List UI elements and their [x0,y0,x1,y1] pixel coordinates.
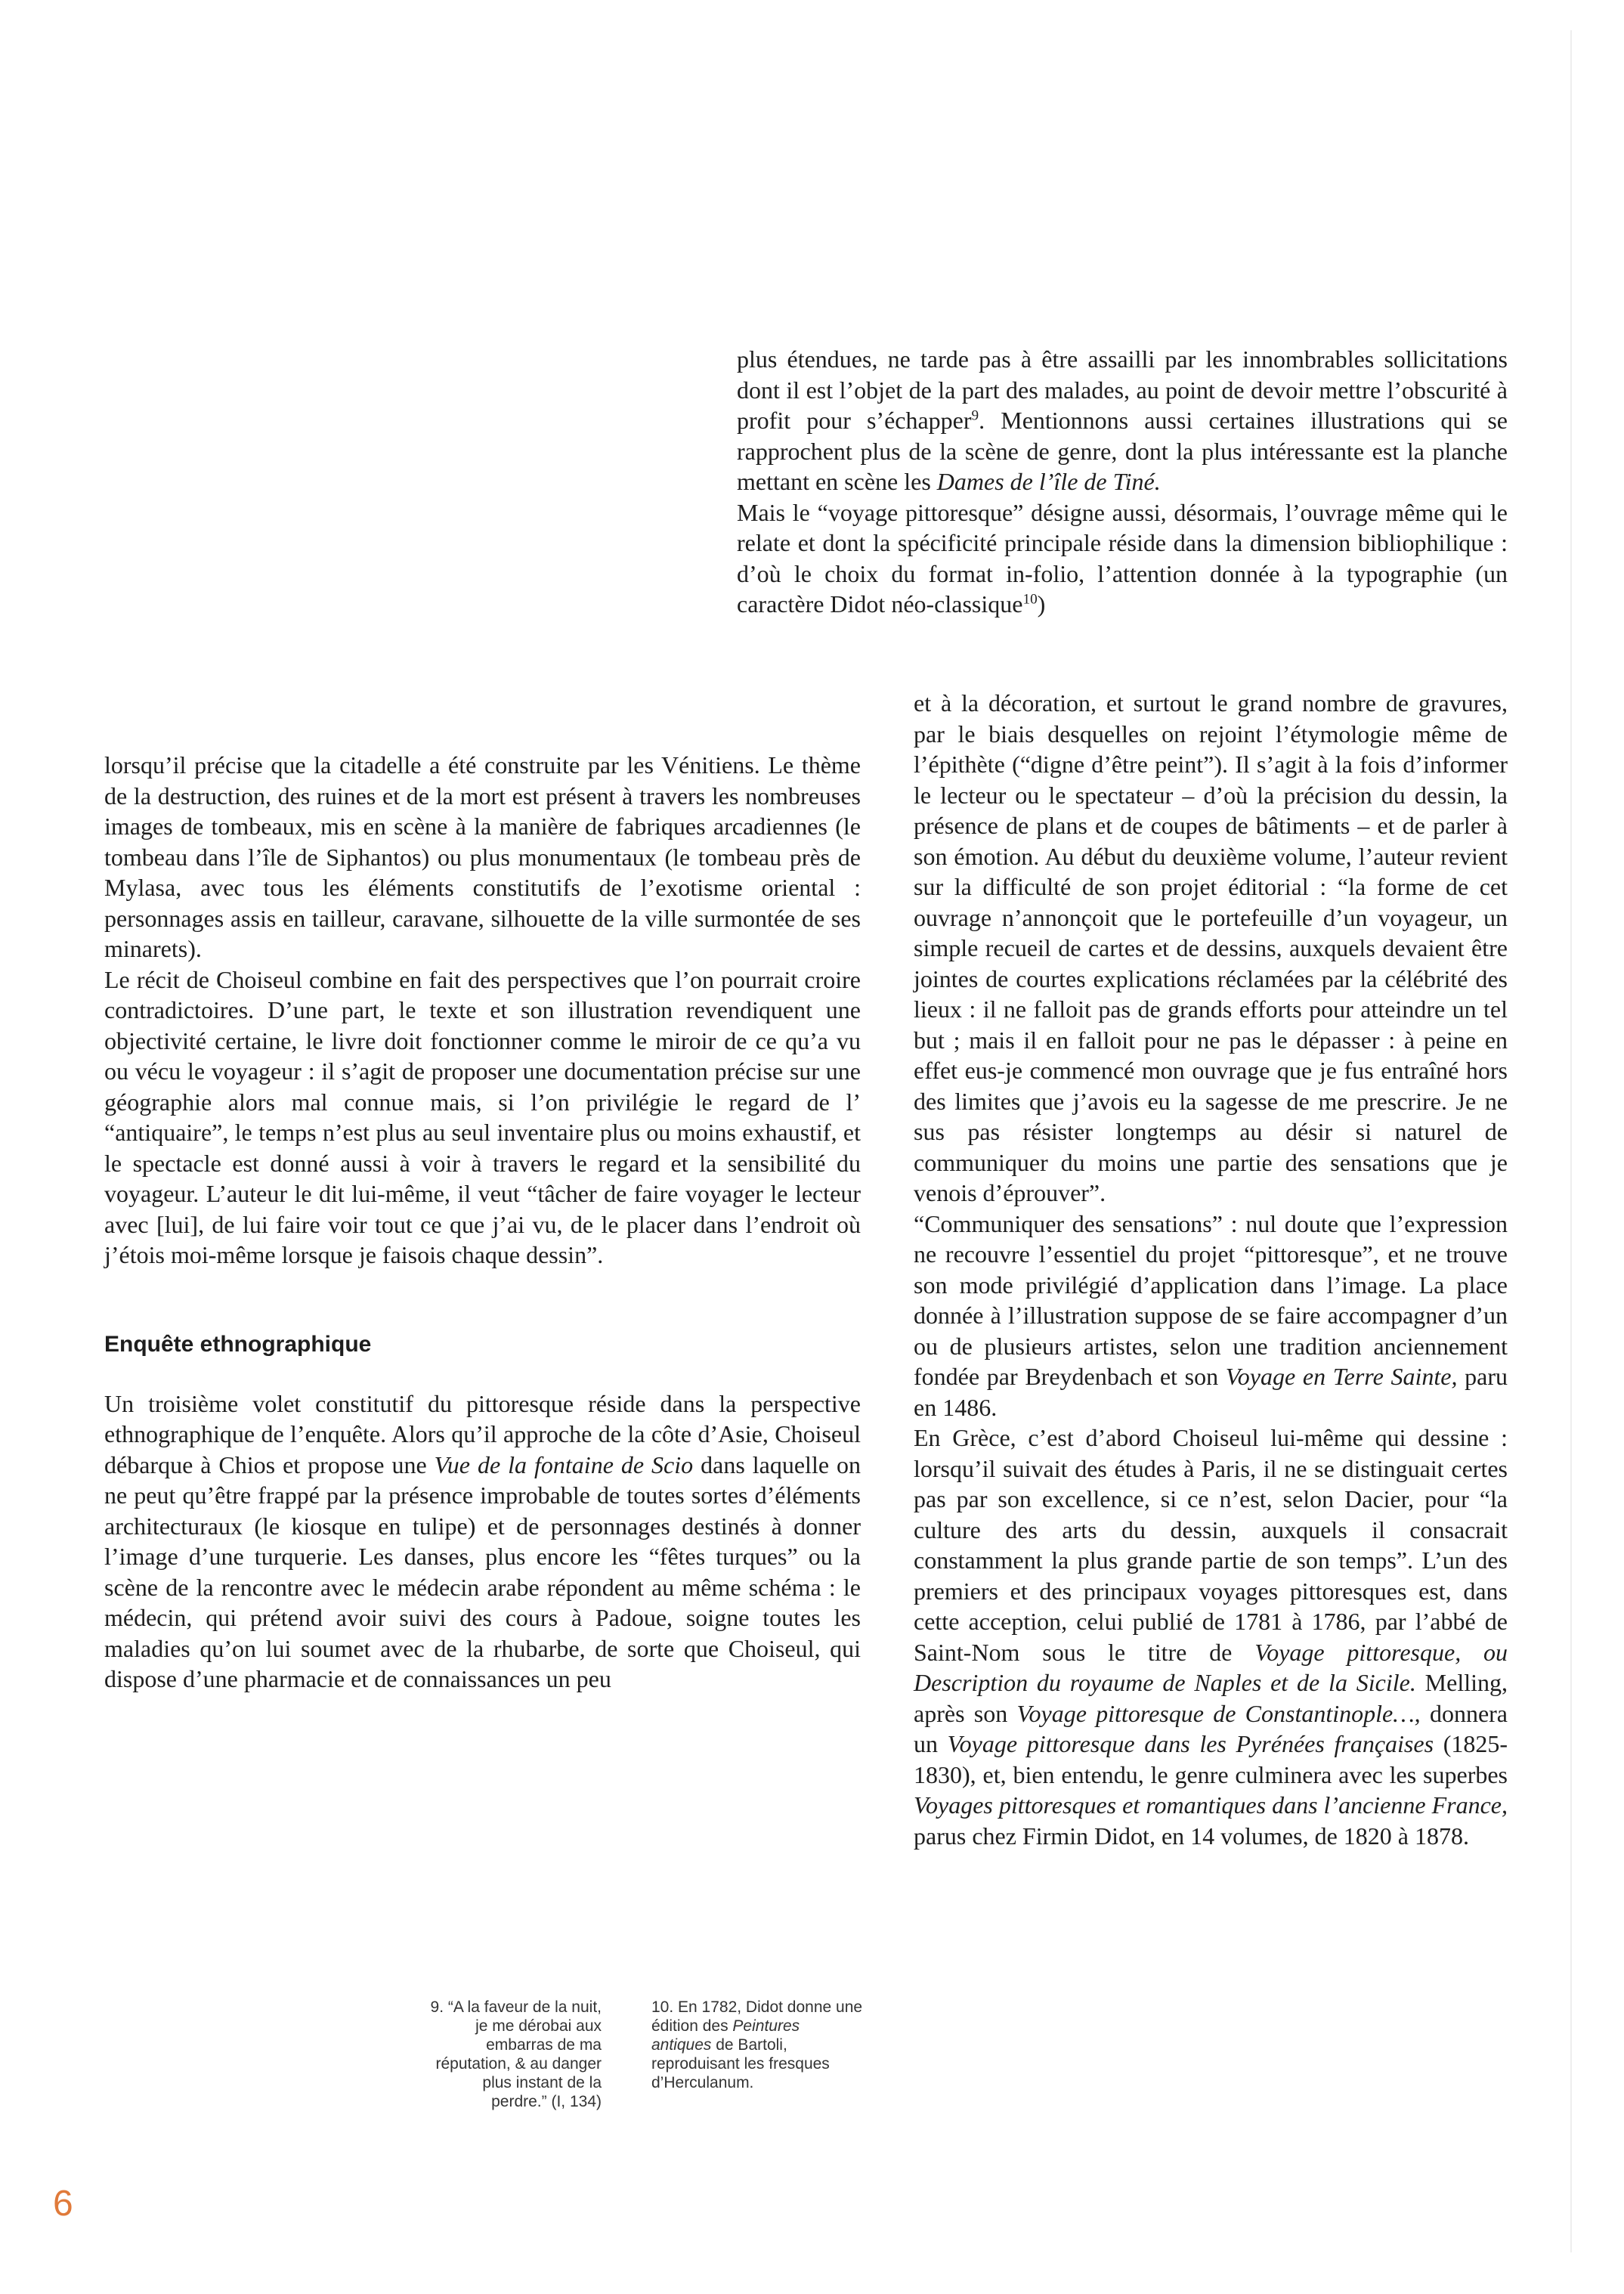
paragraph: lorsqu’il précise que la citadelle a été construite par les Vénitiens. Le thème de la destruction, des ruines et de la mort est présent à travers les nombreuses images de tombeaux, mis en scène à la manière de fabriques arcadiennes (le tombeau dans l’île de Siphantos) ou plus monumentaux (le tombeau près de Mylasa, avec tous les éléments constitutifs de l’exotisme oriental : personnages assis en tailleur, caravane, silhouette de la ville surmontée de ses minarets). [104,751,861,962]
right-text-column [914,688,1508,1851]
italic-title: Voyage pittoresque dans les Pyrénées françaises [947,1730,1434,1757]
italic-title: Peintures antiques [651,2017,800,2054]
text-span: ) [1037,590,1046,618]
text-span: Melling, après son [914,1669,1508,1727]
paragraph [914,1209,1508,1423]
text-span: (1825-1830), et, bien entendu, le genre culminera avec les superbes [914,1730,1508,1788]
text-span: de Bartoli, reproduisant les fresques d’Herculanum. [651,2036,830,2091]
paragraph [104,1388,861,1695]
italic-title: Voyages pittoresques et romantiques dans l’ancienne France, [914,1791,1508,1819]
text-span: Mais le “voyage pittoresque” désigne aussi, désormais, l’ouvrage même qui le relate et dont la spécificité principale réside dans la dimension bibliophilique : d’où le choix du format in-folio, l’attention donnée à la typographie (un caractère Didot néo-classique [737,498,1508,618]
footnote-9: 9. “A la faveur de la nuit, je me dérobai aux embarras de ma réputation, & au danger plus instant de la perdre.” (I, 134) [430,1998,602,2110]
paragraph: et à la décoration, et surtout le grand nombre de gravures, par le biais desquelles on rejoint l’étymologie même de l’épithète (“digne d’être peint”). Il s’agit à la fois d’informer le lecteur ou le spectateur – d’où la précision du dessin, la présence de plans et de coupes de bâtiments – et de parler à son émotion. Au début du deuxième volume, l’auteur revient sur la difficulté de son projet éditorial : “la forme de cet ouvrage n’annonçoit que le portefeuille d’un voyageur, un simple recueil de cartes et de dessins, auxquels devaient être jointes de courtes explications réclamées par la célébrité des lieux : il ne falloit pas de grands efforts pour atteindre un tel but ; mais il en falloit pour ne pas le dépasser : à peine en effet eus-je commencé mon ouvrage que je fus entraîné hors des limites que j’avois eu la sagesse de me prescrire. Je ne sus pas résister longtemps au désir si naturel de communiquer du moins une partie des sensations que je venois d’éprouver”. [914,689,1508,1206]
footnote-marker-10: 10 [1022,591,1038,608]
italic-title: Dames de l’île de Tiné. [936,468,1161,495]
paragraph [737,344,1508,497]
section-heading: Enquête ethnographique [104,1331,372,1357]
footnote-marker-9: 9 [971,407,979,424]
text-span: parus chez Firmin Didot, en 14 volumes, de 1820 à 1878. [914,1822,1469,1850]
italic-title: Voyage pittoresque de Constantinople…, [1016,1699,1421,1727]
left-text-column [104,750,861,1695]
page-edge-line [1570,30,1572,2252]
paragraph [914,1423,1508,1851]
top-text-column [737,344,1508,620]
paragraph: Le récit de Choiseul combine en fait des perspectives que l’on pourrait croire contradictoires. D’une part, le texte et son illustration revendiquent une objectivité certaine, le livre doit fonctionner comme le miroir de ce qu’a vu ou vécu le voyageur : il s’agit de proposer une documentation précise sur une géographie alors mal connue mais, si l’on privilégie le regard de l’ “antiquaire”, le temps n’est plus au seul inventaire plus ou moins exhaustif, et le spectacle est donné aussi à voir à travers le regard et la sensibilité du voyageur. L’auteur le dit lui-même, il veut “tâcher de faire voyager le lecteur avec [lui], de lui faire voir tout ce que j’ai vu, de le placer dans l’endroit où j’étois moi-même lorsque je faisois chaque dessin”. [104,965,861,1268]
text-span: 10. En 1782, Didot donne une édition des [651,1998,863,2035]
text-span: Un troisième volet constitutif du pittoresque réside dans la perspective ethnographique de l’enquête. Alors qu’il approche de la côte d’Asie, Choiseul débarque à Chios et propose une [104,1389,861,1478]
footnote-10 [651,1998,863,2092]
text-span: donnera un [914,1699,1508,1757]
text-span: dans laquelle on ne peut qu’être frappé par la présence improbable de toutes sortes d’éléments architecturaux (le kiosque en tulipe) et de personnages destinés à donner l’image d’une turquerie. Les danses, plus encore les “fêtes turques” ou la scène de la rencontre avec le médecin arabe répondent au même schéma : le médecin, qui prétend avoir suivi des cours à Padoue, soigne toutes les maladies qu’on lui soumet avec de la rhubarbe, de sorte que Choiseul, qui dispose d’une pharmacie et de connaissances un peu [104,1450,861,1692]
paragraph [737,497,1508,620]
italic-title: Vue de la fontaine de Scio [434,1450,694,1478]
italic-title: Voyage pittoresque, ou Description du royaume de Naples et de la Sicile. [914,1638,1508,1696]
text-span: En Grèce, c’est d’abord Choiseul lui-même qui dessine : lorsqu’il suivait des études à Paris, il ne se distinguait certes pas par son excellence, si ce n’est, selon Dacier, pour “la culture des arts du dessin, auxquels il consacrait constamment la plus grande partie de son temps”. L’un des premiers et des principaux voyages pittoresques est, dans cette acception, celui publié de 1781 à 1786, par l’abbé de Saint-Nom sous le titre de [914,1424,1508,1666]
text-span: . Mentionnons aussi certaines illustrations qui se rapprochent plus de la scène de genre, dont la plus intéressante est la planche mettant en scène les [737,407,1508,495]
page-number: 6 [53,2184,73,2224]
italic-title: Voyage en Terre Sainte, [1225,1363,1458,1390]
text-span: paru en 1486. [914,1363,1508,1421]
text-span: plus étendues, ne tarde pas à être assailli par les innombrables sollicitations dont il est l’objet de la part des malades, au point de devoir mettre l’obscurité à profit pour s’échapper [737,345,1508,434]
text-span: “Communiquer des sensations” : nul doute que l’expression ne recouvre l’essentiel du projet “pittoresque”, et ne trouve son mode privilégié d’application dans l’image. La place donnée à l’illustration suppose de se faire accompagner d’un ou de plusieurs artistes, selon une tradition anciennement fondée par Breydenbach et son [914,1209,1508,1390]
